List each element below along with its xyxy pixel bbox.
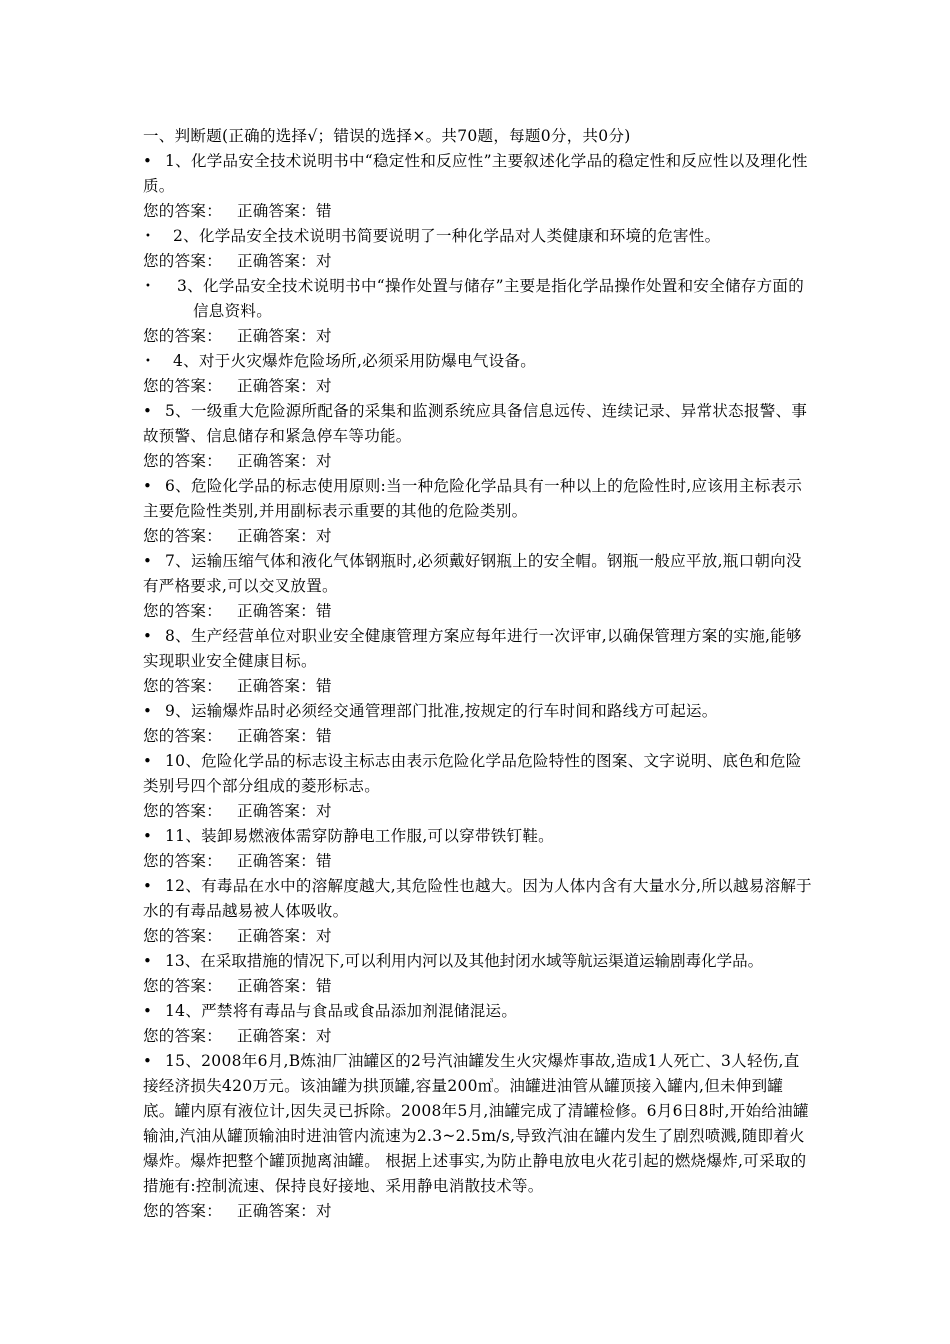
question-item bbox=[143, 349, 813, 374]
correct-answer-label: 正确答案： bbox=[237, 377, 317, 395]
question-item bbox=[143, 999, 813, 1024]
correct-answer-value: 错 bbox=[316, 202, 332, 220]
your-answer-label: 您的答案： bbox=[143, 1202, 223, 1220]
answer-line bbox=[143, 849, 813, 874]
question-item bbox=[143, 699, 813, 724]
correct-answer-value: 对 bbox=[316, 452, 332, 470]
correct-answer-value: 对 bbox=[316, 802, 332, 820]
question-item bbox=[143, 824, 813, 849]
your-answer-label: 您的答案： bbox=[143, 377, 223, 395]
question-text: 11、装卸易燃液体需穿防静电工作服,可以穿带铁钉鞋。 bbox=[165, 827, 554, 845]
question-text: 15、2008年6月,B炼油厂油罐区的2号汽油罐发生火灾爆炸事故,造成1人死亡、3人轻伤,直接经济损失420万元。该油罐为拱顶罐,容量200㎥。油罐进油管从罐顶接入罐内,但未伸到罐底。罐内原有液位计,因失灵已拆除。2008年5月,油罐完成了清罐检修。6月6日8时,开始给油罐输油,汽油从罐顶输油时进油管内流速为2.3~2.5m/s,导致汽油在罐内发生了剧烈喷溅,随即着火爆炸。爆炸把整个罐顶抛离油罐。 根据上述事实,为防止静电放电火花引起的燃烧爆炸,可采取的措施有:控制流速、保持良好接地、采用静电消散技术等。 bbox=[143, 1052, 809, 1195]
your-answer-label: 您的答案： bbox=[143, 602, 223, 620]
question-text: 9、运输爆炸品时必须经交通管理部门批准,按规定的行车时间和路线方可起运。 bbox=[165, 702, 718, 720]
your-answer-label: 您的答案： bbox=[143, 927, 223, 945]
your-answer-label: 您的答案： bbox=[143, 252, 223, 270]
correct-answer-label: 正确答案： bbox=[237, 202, 317, 220]
bullet-icon: • bbox=[143, 1002, 153, 1020]
correct-answer-label: 正确答案： bbox=[237, 727, 317, 745]
your-answer-label: 您的答案： bbox=[143, 727, 223, 745]
correct-answer-label: 正确答案： bbox=[237, 602, 317, 620]
correct-answer-value: 对 bbox=[316, 327, 332, 345]
your-answer-label: 您的答案： bbox=[143, 327, 223, 345]
correct-answer-label: 正确答案： bbox=[237, 852, 317, 870]
bullet-icon: • bbox=[143, 402, 153, 420]
question-text: 3、化学品安全技术说明书中“操作处置与储存”主要是指化学品操作处置和安全储存方面的信息资料。 bbox=[177, 277, 805, 320]
your-answer-label: 您的答案： bbox=[143, 852, 223, 870]
your-answer-label: 您的答案： bbox=[143, 977, 223, 995]
answer-line bbox=[143, 799, 813, 824]
bullet-icon: • bbox=[143, 827, 153, 845]
question-text: 5、一级重大危险源所配备的采集和监测系统应具备信息远传、连续记录、异常状态报警、事故预警、信息储存和紧急停车等功能。 bbox=[143, 402, 808, 445]
correct-answer-value: 错 bbox=[316, 677, 332, 695]
question-text: 1、化学品安全技术说明书中“稳定性和反应性”主要叙述化学品的稳定性和反应性以及理化性质。 bbox=[143, 152, 808, 195]
correct-answer-value: 对 bbox=[316, 377, 332, 395]
your-answer-label: 您的答案： bbox=[143, 202, 223, 220]
correct-answer-label: 正确答案： bbox=[237, 1202, 317, 1220]
bullet-icon: • bbox=[145, 281, 152, 292]
bullet-icon: • bbox=[145, 231, 152, 242]
question-item bbox=[143, 274, 813, 324]
question-text: 12、有毒品在水中的溶解度越大,其危险性也越大。因为人体内含有大量水分,所以越易溶解于水的有毒品越易被人体吸收。 bbox=[143, 877, 812, 920]
correct-answer-value: 错 bbox=[316, 602, 332, 620]
correct-answer-label: 正确答案： bbox=[237, 677, 317, 695]
correct-answer-label: 正确答案： bbox=[237, 327, 317, 345]
question-text: 2、化学品安全技术说明书简要说明了一种化学品对人类健康和环境的危害性。 bbox=[173, 227, 721, 245]
correct-answer-value: 对 bbox=[316, 1027, 332, 1045]
bullet-icon: • bbox=[145, 356, 152, 367]
your-answer-label: 您的答案： bbox=[143, 1027, 223, 1045]
answer-line bbox=[143, 249, 813, 274]
your-answer-label: 您的答案： bbox=[143, 452, 223, 470]
bullet-icon: • bbox=[143, 702, 153, 720]
bullet-icon: • bbox=[143, 752, 153, 770]
bullet-icon: • bbox=[143, 952, 153, 970]
answer-line bbox=[143, 724, 813, 749]
bullet-icon: • bbox=[143, 552, 153, 570]
answer-line bbox=[143, 1199, 813, 1224]
question-text: 13、在采取措施的情况下,可以利用内河以及其他封闭水域等航运渠道运输剧毒化学品。 bbox=[165, 952, 764, 970]
your-answer-label: 您的答案： bbox=[143, 802, 223, 820]
question-item bbox=[143, 1049, 813, 1199]
question-text: 4、对于火灾爆炸危险场所,必须采用防爆电气设备。 bbox=[173, 352, 536, 370]
answer-line bbox=[143, 974, 813, 999]
answer-line bbox=[143, 199, 813, 224]
your-answer-label: 您的答案： bbox=[143, 527, 223, 545]
correct-answer-value: 对 bbox=[316, 252, 332, 270]
question-text: 6、危险化学品的标志使用原则:当一种危险化学品具有一种以上的危险性时,应该用主标表示主要危险性类别,并用副标表示重要的其他的危险类别。 bbox=[143, 477, 803, 520]
correct-answer-label: 正确答案： bbox=[237, 452, 317, 470]
question-text: 7、运输压缩气体和液化气体钢瓶时,必须戴好钢瓶上的安全帽。钢瓶一般应平放,瓶口朝向没有严格要求,可以交叉放置。 bbox=[143, 552, 802, 595]
correct-answer-value: 对 bbox=[316, 927, 332, 945]
question-item bbox=[143, 224, 813, 249]
bullet-icon: • bbox=[143, 477, 153, 495]
question-text: 10、危险化学品的标志设主标志由表示危险化学品危险特性的图案、文字说明、底色和危险类别号四个部分组成的菱形标志。 bbox=[143, 752, 802, 795]
question-item bbox=[143, 749, 813, 799]
question-item bbox=[143, 949, 813, 974]
question-item bbox=[143, 549, 813, 599]
bullet-icon: • bbox=[143, 627, 153, 645]
correct-answer-label: 正确答案： bbox=[237, 927, 317, 945]
section-header: 一、判断题(正确的选择√；错误的选择×。共70题，每题0分，共0分) bbox=[143, 127, 631, 145]
answer-line bbox=[143, 374, 813, 399]
correct-answer-label: 正确答案： bbox=[237, 1027, 317, 1045]
answer-line bbox=[143, 1024, 813, 1049]
bullet-icon: • bbox=[143, 1052, 153, 1070]
answer-line bbox=[143, 599, 813, 624]
question-item bbox=[143, 149, 813, 199]
question-item bbox=[143, 399, 813, 449]
question-text: 8、生产经营单位对职业安全健康管理方案应每年进行一次评审,以确保管理方案的实施,能够实现职业安全健康目标。 bbox=[143, 627, 802, 670]
correct-answer-label: 正确答案： bbox=[237, 252, 317, 270]
answer-line bbox=[143, 524, 813, 549]
answer-line bbox=[143, 924, 813, 949]
question-item bbox=[143, 474, 813, 524]
correct-answer-value: 对 bbox=[316, 527, 332, 545]
correct-answer-label: 正确答案： bbox=[237, 527, 317, 545]
question-item bbox=[143, 624, 813, 674]
answer-line bbox=[143, 674, 813, 699]
correct-answer-label: 正确答案： bbox=[237, 977, 317, 995]
bullet-icon: • bbox=[143, 152, 153, 170]
correct-answer-label: 正确答案： bbox=[237, 802, 317, 820]
correct-answer-value: 错 bbox=[316, 977, 332, 995]
answer-line bbox=[143, 324, 813, 349]
correct-answer-value: 错 bbox=[316, 727, 332, 745]
correct-answer-value: 对 bbox=[316, 1202, 332, 1220]
bullet-icon: • bbox=[143, 877, 153, 895]
your-answer-label: 您的答案： bbox=[143, 677, 223, 695]
question-text: 14、严禁将有毒品与食品或食品添加剂混储混运。 bbox=[165, 1002, 518, 1020]
correct-answer-value: 错 bbox=[316, 852, 332, 870]
question-item bbox=[143, 874, 813, 924]
exam-content bbox=[143, 124, 813, 1224]
answer-line bbox=[143, 449, 813, 474]
